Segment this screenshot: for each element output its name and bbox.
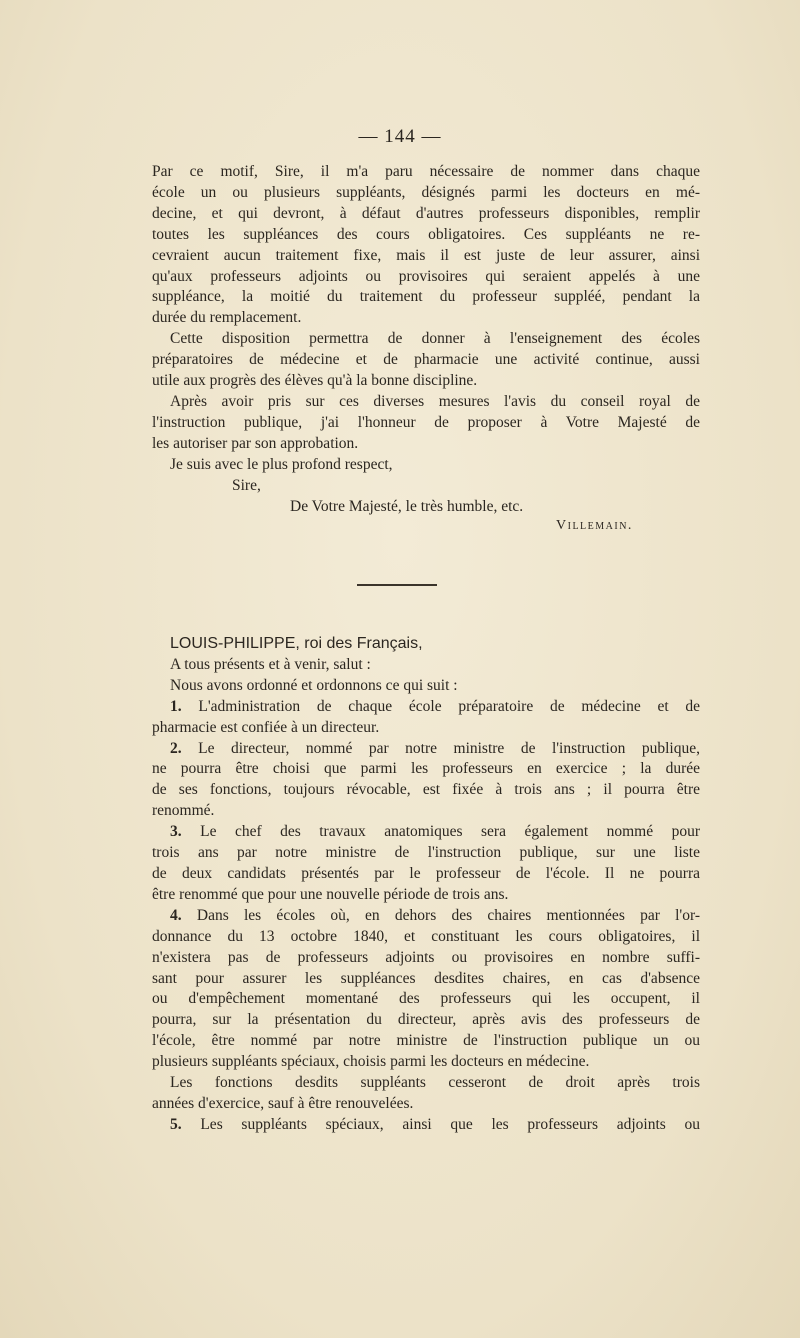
text-line: suppléance, la moitié du traitement du professeur suppléé, pendant la [152, 288, 700, 306]
section-divider [357, 584, 437, 586]
text-line: l'instruction publique, j'ai l'honneur de proposer à Votre Majesté de [152, 413, 700, 431]
article-4 [152, 906, 700, 1115]
text-fragment: Le chef des travaux anatomiques sera également nommé pour [200, 823, 700, 841]
text-fragment: Dans les écoles où, en dehors des chaires mentionnées par l'or- [196, 906, 700, 924]
text-line [152, 906, 700, 927]
closing-line-sire: Sire, [232, 477, 261, 494]
text-line: utile aux progrès des élèves qu'à la bonne discipline. [152, 372, 478, 390]
letter-paragraph-1 [152, 162, 700, 329]
text-line: pharmacie est confiée à un directeur. [152, 718, 380, 736]
text-line: Cette disposition permettra de donner à l'enseignement des écoles [170, 330, 700, 348]
decree-title: LOUIS-PHILIPPE, roi des Français, [170, 635, 423, 652]
text-line: années d'exercice, sauf à être renouvelées. [152, 1094, 414, 1112]
text-line: être renommé que pour une nouvelle période de trois ans. [152, 885, 509, 903]
article-1 [152, 697, 700, 739]
letter-paragraph-2 [152, 329, 700, 392]
closing-line-majesty: De Votre Majesté, le très humble, etc. [290, 498, 524, 515]
text-line: cevraient aucun traitement fixe, mais il est juste de leur assurer, ainsi [152, 246, 700, 264]
closing-line-respect: Je suis avec le plus profond respect, [170, 456, 393, 473]
text-fragment: Le directeur, nommé par notre ministre de l'instruction publique, [198, 739, 700, 757]
text-line: Les fonctions desdits suppléants cesseront de droit après trois [170, 1074, 700, 1092]
text-line: ou d'empêchement momentané des professeurs qui les occupent, il [152, 990, 700, 1008]
text-line: qu'aux professeurs adjoints ou provisoires qui seraient appelés à une [152, 267, 700, 285]
text-line: renommé. [152, 802, 215, 820]
text-line: durée du remplacement. [152, 309, 302, 327]
text-line: école un ou plusieurs suppléants, désignés parmi les docteurs en mé- [152, 183, 700, 201]
signature-villemain: Villemain. [556, 518, 633, 533]
text-line: l'école, être nommé par notre ministre de l'instruction publique un ou [152, 1032, 700, 1050]
text-line [152, 1115, 700, 1136]
text-fragment: L'administration de chaque école préparatoire de médecine et de [198, 697, 701, 715]
article-number: 4. [170, 906, 182, 924]
text-line: trois ans par notre ministre de l'instruction publique, sur une liste [152, 844, 700, 862]
article-2 [152, 739, 700, 823]
letter-paragraph-3 [152, 392, 700, 455]
article-3 [152, 822, 700, 906]
text-fragment: Les suppléants spéciaux, ainsi que les professeurs adjoints ou [200, 1115, 700, 1133]
text-line: préparatoires de médecine et de pharmacie une activité continue, aussi [152, 351, 700, 369]
text-line: donnance du 13 octobre 1840, et constituant les cours obligatoires, il [152, 927, 700, 945]
decree-body [152, 634, 700, 1136]
article-5 [152, 1115, 700, 1136]
text-line: decine, et qui devront, à défaut d'autres professeurs disponibles, remplir [152, 204, 700, 222]
text-line: de ses fonctions, toujours révocable, est fixée à trois ans ; il pourra être [152, 781, 700, 799]
text-line: toutes les suppléances des cours obligatoires. Ces suppléants ne re- [152, 225, 700, 243]
article-number: 5. [170, 1115, 182, 1133]
decree-preamble: Nous avons ordonné et ordonnons ce qui suit : [170, 676, 458, 694]
text-line [152, 822, 700, 843]
article-number: 1. [170, 697, 182, 715]
text-line [152, 697, 700, 718]
text-line: ne pourra être choisi que parmi les professeurs en exercice ; la durée [152, 760, 700, 778]
text-line [152, 739, 700, 760]
text-line: Après avoir pris sur ces diverses mesures l'avis du conseil royal de [170, 392, 700, 410]
text-line: Par ce motif, Sire, il m'a paru nécessaire de nommer dans chaque [152, 163, 700, 180]
text-line: les autoriser par son approbation. [152, 434, 359, 452]
text-line: de deux candidats présentés par le professeur de l'école. Il ne pourra [152, 864, 700, 882]
letter-body [152, 162, 700, 455]
article-number: 3. [170, 823, 182, 841]
text-line: pourra, sur la présentation du directeur, après avis des professeurs de [152, 1011, 700, 1029]
page-number: — 144 — [358, 126, 442, 147]
article-number: 2. [170, 739, 182, 757]
decree-salutation: A tous présents et à venir, salut : [170, 655, 371, 673]
text-line: n'existera pas de professeurs adjoints ou provisoires en nombre suffi- [152, 948, 700, 966]
text-line: sant pour assurer les suppléances desdites chaires, en cas d'absence [152, 969, 700, 987]
decree-heading [152, 634, 700, 655]
text-line: plusieurs suppléants spéciaux, choisis parmi les docteurs en médecine. [152, 1053, 590, 1071]
